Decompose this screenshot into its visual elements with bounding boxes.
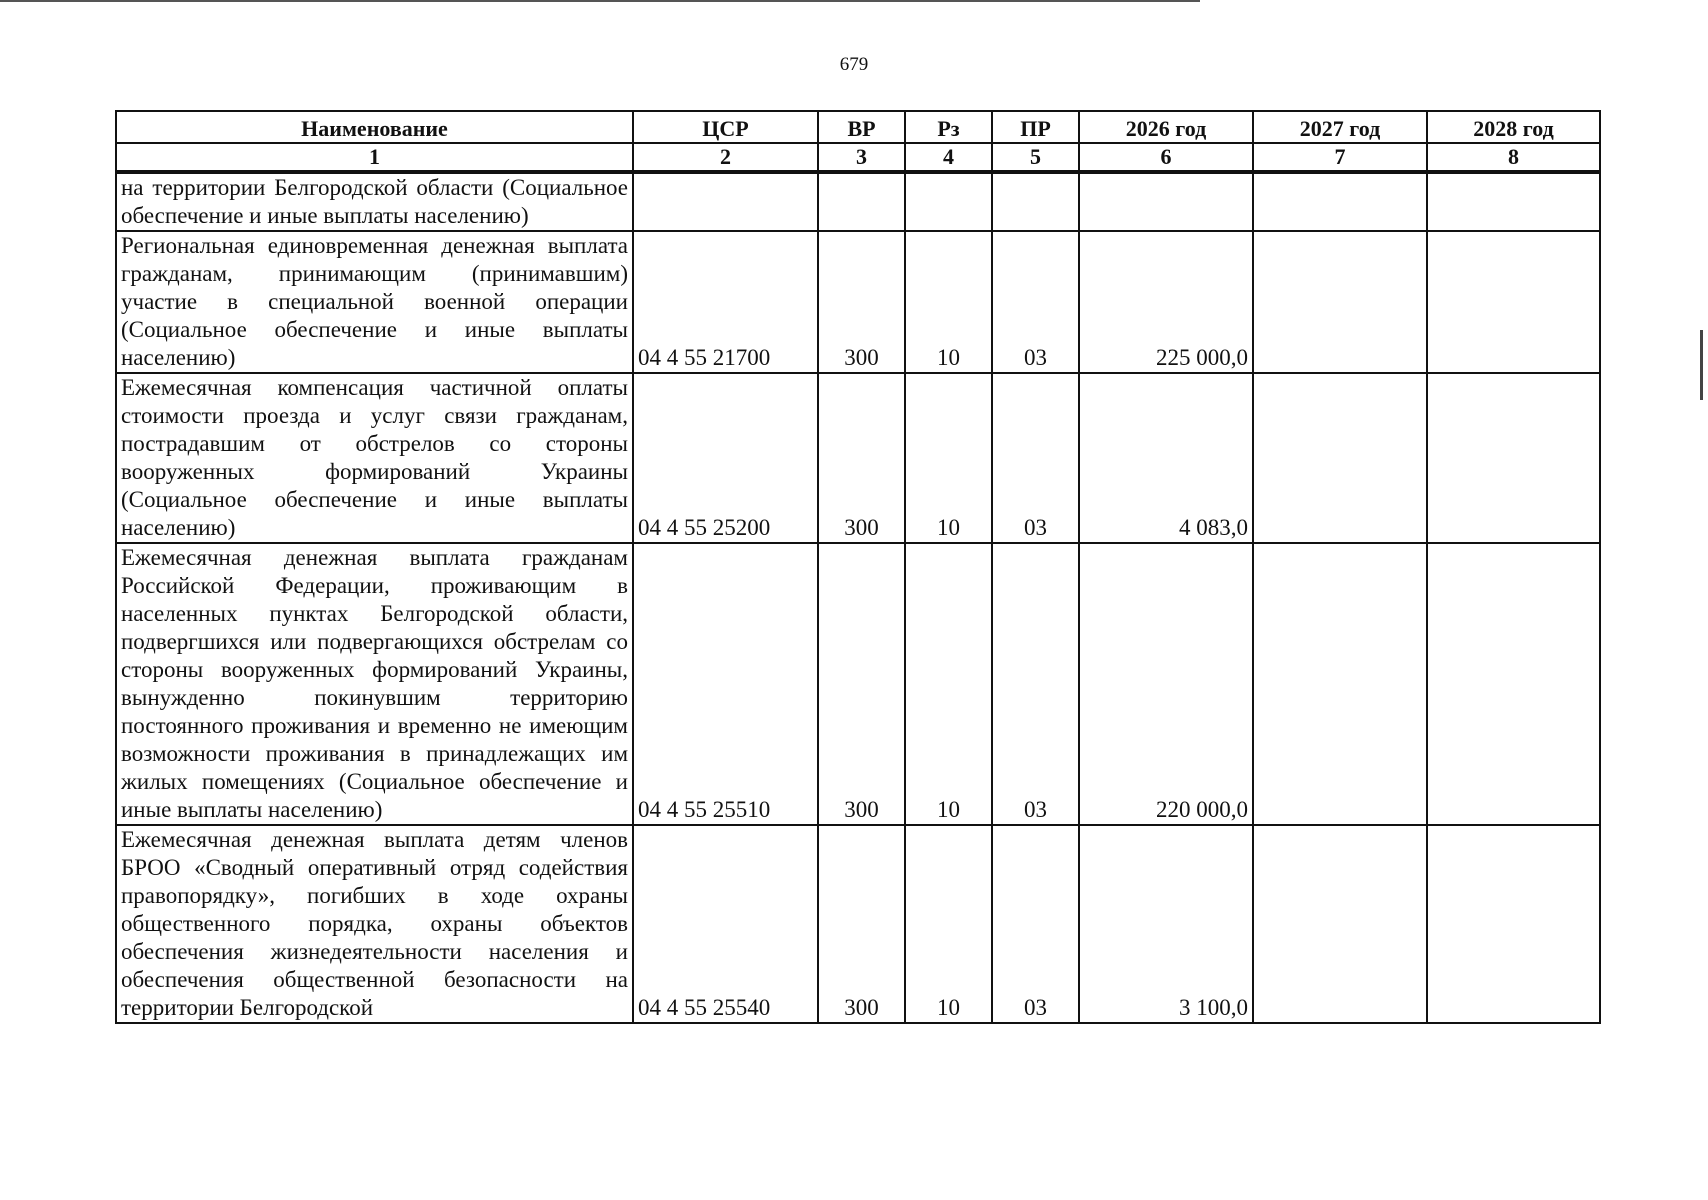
row-2028 xyxy=(1427,543,1600,825)
header-row xyxy=(116,111,1600,143)
row-2028 xyxy=(1427,231,1600,373)
table-row xyxy=(116,543,1600,825)
header-pr: ПР xyxy=(992,111,1079,143)
column-number-row xyxy=(116,143,1600,172)
row-pr: 03 xyxy=(992,825,1079,1023)
table-row xyxy=(116,231,1600,373)
header-2027: 2027 год xyxy=(1253,111,1427,143)
header-name: Наименование xyxy=(116,111,633,143)
row-name: Ежемесячная компенсация частичной оплаты стоимости проезда и услуг связи гражданам, пострадавшим от обстрелов со стороны вооруженных формирований Украины (Социальное обеспечение и иные выплаты населению) xyxy=(116,373,633,543)
column-number: 6 xyxy=(1079,143,1253,172)
row-2026: 4 083,0 xyxy=(1079,373,1253,543)
row-csr: 04 4 55 25510 xyxy=(633,543,818,825)
column-number: 4 xyxy=(905,143,992,172)
row-vr: 300 xyxy=(818,825,905,1023)
row-vr: 300 xyxy=(818,373,905,543)
table-row xyxy=(116,825,1600,1023)
page-number: 679 xyxy=(839,54,869,75)
table-row xyxy=(116,373,1600,543)
row-2027 xyxy=(1253,373,1427,543)
row-pr xyxy=(992,172,1079,231)
row-name: Региональная единовременная денежная выплата гражданам, принимающим (принимавшим) участие в специальной военной операции (Социальное обеспечение и иные выплаты населению) xyxy=(116,231,633,373)
header-2026: 2026 год xyxy=(1079,111,1253,143)
row-2027 xyxy=(1253,543,1427,825)
row-2028 xyxy=(1427,172,1600,231)
column-number: 5 xyxy=(992,143,1079,172)
row-vr xyxy=(818,172,905,231)
column-number: 8 xyxy=(1427,143,1600,172)
row-rz: 10 xyxy=(905,543,992,825)
row-name: Ежемесячная денежная выплата гражданам Российской Федерации, проживающим в населенных пунктах Белгородской области, подвергшихся или подвергающихся обстрелам со стороны вооруженных формирований Украины, вынужденно покинувшим территорию постоянного проживания и временно не имеющим возможности проживания в принадлежащих им жилых помещениях (Социальное обеспечение и иные выплаты населению) xyxy=(116,543,633,825)
row-2026 xyxy=(1079,172,1253,231)
row-2028 xyxy=(1427,825,1600,1023)
budget-table xyxy=(115,110,1601,1024)
row-vr: 300 xyxy=(818,231,905,373)
row-2028 xyxy=(1427,373,1600,543)
row-2027 xyxy=(1253,825,1427,1023)
column-number: 3 xyxy=(818,143,905,172)
row-2026: 3 100,0 xyxy=(1079,825,1253,1023)
row-rz: 10 xyxy=(905,231,992,373)
row-name: на территории Белгородской области (Социальное обеспечение и иные выплаты населению) xyxy=(116,172,633,231)
row-csr xyxy=(633,172,818,231)
row-rz: 10 xyxy=(905,825,992,1023)
scan-edge-line xyxy=(0,0,1200,2)
row-2026: 220 000,0 xyxy=(1079,543,1253,825)
row-rz: 10 xyxy=(905,373,992,543)
row-pr: 03 xyxy=(992,543,1079,825)
row-name: Ежемесячная денежная выплата детям членов БРОО «Сводный оперативный отряд содействия правопорядку», погибших в ходе охраны общественного порядка, охраны объектов обеспечения жизнедеятельности населения и обеспечения общественной безопасности на территории Белгородской xyxy=(116,825,633,1023)
row-pr: 03 xyxy=(992,231,1079,373)
row-vr: 300 xyxy=(818,543,905,825)
column-number: 2 xyxy=(633,143,818,172)
header-rz: Рз xyxy=(905,111,992,143)
column-number: 7 xyxy=(1253,143,1427,172)
scan-edge-mark xyxy=(1700,330,1703,400)
row-pr: 03 xyxy=(992,373,1079,543)
row-csr: 04 4 55 25200 xyxy=(633,373,818,543)
row-2027 xyxy=(1253,231,1427,373)
header-2028: 2028 год xyxy=(1427,111,1600,143)
header-csr: ЦСР xyxy=(633,111,818,143)
header-vr: ВР xyxy=(818,111,905,143)
row-2026: 225 000,0 xyxy=(1079,231,1253,373)
row-rz xyxy=(905,172,992,231)
column-number: 1 xyxy=(116,143,633,172)
row-csr: 04 4 55 21700 xyxy=(633,231,818,373)
row-csr: 04 4 55 25540 xyxy=(633,825,818,1023)
table-row xyxy=(116,172,1600,231)
row-2027 xyxy=(1253,172,1427,231)
